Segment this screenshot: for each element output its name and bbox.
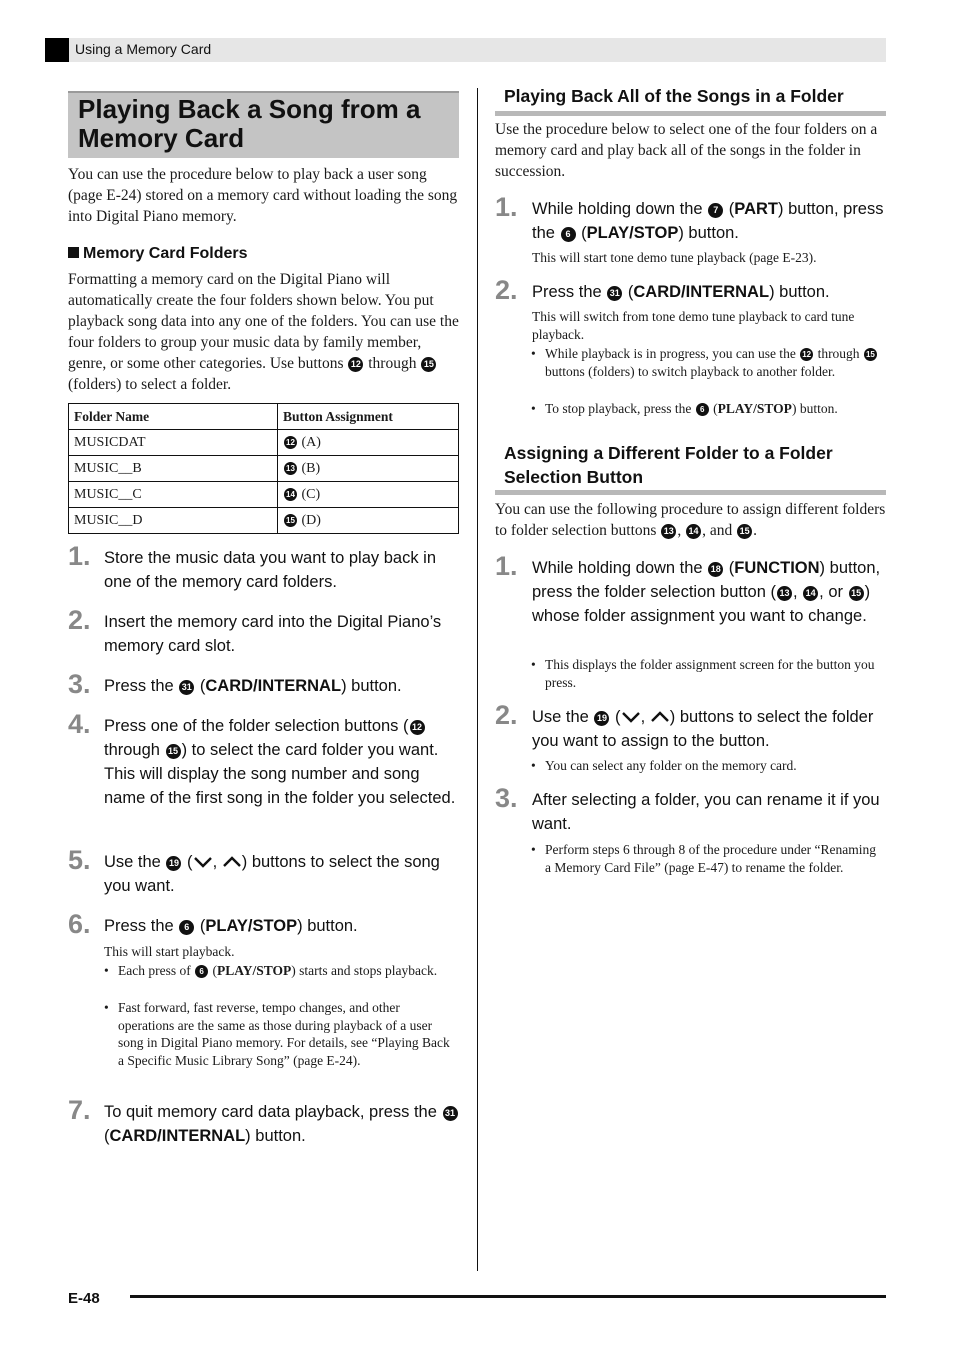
button-number-icon: 6 (696, 403, 709, 416)
step-text: To quit memory card data playback, press the 31 (CARD/INTERNAL) button. (104, 1100, 462, 1148)
step-number: 4. (68, 709, 91, 739)
section-heading: Playing Back All of the Songs in a Folder (504, 86, 844, 106)
button-assignment: 15 (D) (278, 508, 459, 534)
step-number: 5. (68, 845, 91, 875)
header-marker (45, 38, 69, 62)
button-number-icon: 31 (179, 680, 194, 695)
folder-name: MUSIC__B (69, 456, 278, 482)
square-bullet-icon (68, 247, 79, 258)
button-number-icon: 13 (284, 462, 297, 475)
button-number-icon: 12 (410, 720, 425, 735)
heading-underline (495, 111, 886, 116)
table-row (69, 508, 459, 534)
step-text: Press the 6 (PLAY/STOP) button. (104, 917, 358, 935)
table-row (69, 456, 459, 482)
step-number: 6. (68, 909, 91, 939)
intro-paragraph: You can use the procedure below to play back a user song (page E-24) stored on a memory card without loading the song into Digital Piano memory. (68, 166, 458, 225)
folder-name: MUSIC__D (69, 508, 278, 534)
step-note: This will switch from tone demo tune playback to card tune playback. (532, 309, 855, 342)
step-number: 2. (495, 700, 518, 730)
step-number: 3. (495, 783, 518, 813)
button-assignment: 12 (A) (278, 430, 459, 456)
step-text: Use the 19 ( , ) buttons to select the folder you want to assign to the button. (532, 708, 874, 750)
step-bullet: • Each press of 6 (PLAY/STOP) starts and stops playback. (118, 962, 458, 980)
button-number-icon: 18 (708, 562, 723, 577)
page-number: E-48 (68, 1290, 100, 1307)
button-assignment: 13 (B) (278, 456, 459, 482)
step-number: 1. (68, 541, 91, 571)
section-header: Using a Memory Card (75, 41, 212, 57)
button-number-icon: 19 (594, 711, 609, 726)
button-number-icon: 15 (864, 348, 877, 361)
step-number: 3. (68, 669, 91, 699)
folders-paragraph: Formatting a memory card on the Digital Piano will automatically create the four folders shown below. You put playback song data into any one of the folders. You can use the four folders to group your music data by family member, genre, or some other categories. Use buttons 12 through 15 (folders) to select a folder. (68, 271, 459, 393)
button-number-icon: 15 (737, 524, 752, 539)
step-text: Press the 31 (CARD/INTERNAL) button. (532, 283, 830, 301)
step-bullet: • While playback is in progress, you can use the 12 through 15 buttons (folders) to switch playback to another folder. (545, 345, 883, 380)
table-row (69, 482, 459, 508)
folders-heading: Memory Card Folders (68, 245, 247, 263)
step-number: 2. (495, 275, 518, 305)
step-text: After selecting a folder, you can rename it if you want. (532, 791, 880, 833)
footer-rule (130, 1295, 886, 1298)
chevron-up-icon (222, 855, 242, 869)
button-assignment: 14 (C) (278, 482, 459, 508)
step-bullet: • Fast forward, fast reverse, tempo changes, and other operations are the same as those during playback of a user song in Digital Piano memory. For details, see “Playing Back a Specific Music Library Song” (page E-24). (118, 999, 458, 1069)
folder-name: MUSICDAT (69, 430, 278, 456)
column-divider (477, 88, 478, 1271)
table-header-row (69, 404, 459, 430)
button-number-icon: 14 (284, 488, 297, 501)
chevron-down-icon (621, 710, 641, 724)
button-number-icon: 6 (179, 920, 194, 935)
step-text: While holding down the 7 (PART) button, press the 6 (PLAY/STOP) button. (532, 200, 884, 242)
step-bullet: • To stop playback, press the 6 (PLAY/STOP) button. (545, 400, 890, 418)
step-text: Press one of the folder selection buttons ( 12 through 15 ) to select the card folder you want. This will display the song number and song name of the first song in the folder you selected. (104, 717, 456, 807)
heading-underline (495, 490, 886, 495)
step-text: While holding down the 18 (FUNCTION) button, press the folder selection button ( 13 , 14 , or 15 ) whose folder assignment you want to change. (532, 559, 881, 625)
step-number: 2. (68, 605, 91, 635)
button-number-icon: 14 (686, 524, 701, 539)
step-number: 1. (495, 551, 518, 581)
step-text: Press the 31 (CARD/INTERNAL) button. (104, 677, 402, 695)
button-number-icon: 15 (421, 357, 436, 372)
step-text: Use the 19 ( , ) buttons to select the song you want. (104, 853, 440, 895)
step-note: This will start tone demo tune playback (page E-23). (532, 250, 817, 265)
button-number-icon: 6 (561, 227, 576, 242)
button-number-icon: 31 (443, 1106, 458, 1121)
section-intro: You can use the following procedure to assign different folders to folder selection buttons 13 , 14 , and 15 . (495, 501, 886, 539)
step-text: Store the music data you want to play back in one of the memory card folders. (104, 549, 437, 591)
folder-name: MUSIC__C (69, 482, 278, 508)
button-number-icon: 15 (284, 514, 297, 527)
button-number-icon: 14 (803, 586, 818, 601)
table-header: Button Assignment (278, 404, 459, 430)
step-bullet: • You can select any folder on the memory card. (545, 757, 885, 775)
step-number: 7. (68, 1095, 91, 1125)
table-header: Folder Name (69, 404, 278, 430)
button-number-icon: 12 (800, 348, 813, 361)
chevron-up-icon (650, 710, 670, 724)
step-note: This will start playback. (104, 944, 235, 959)
button-number-icon: 12 (348, 357, 363, 372)
button-number-icon: 31 (607, 286, 622, 301)
step-bullet: • Perform steps 6 through 8 of the procedure under “Renaming a Memory Card File” (page E-47) to rename the folder. (545, 841, 885, 876)
step-number: 1. (495, 192, 518, 222)
button-number-icon: 13 (777, 586, 792, 601)
step-text: Insert the memory card into the Digital Piano’s memory card slot. (104, 613, 442, 655)
button-number-icon: 19 (166, 856, 181, 871)
button-number-icon: 7 (708, 203, 723, 218)
button-number-icon: 6 (195, 965, 208, 978)
section-intro: Use the procedure below to select one of the four folders on a memory card and play back all of the songs in the folder in succession. (495, 121, 878, 180)
button-number-icon: 15 (166, 744, 181, 759)
table-row (69, 430, 459, 456)
folder-table (68, 403, 459, 534)
chevron-down-icon (193, 855, 213, 869)
button-number-icon: 15 (849, 586, 864, 601)
button-number-icon: 13 (661, 524, 676, 539)
button-number-icon: 12 (284, 436, 297, 449)
step-bullet: • This displays the folder assignment screen for the button you press. (545, 656, 885, 691)
page-title: Playing Back a Song from a Memory Card (78, 94, 421, 153)
section-heading: Assigning a Different Folder to a Folder Selection Button (504, 443, 833, 487)
